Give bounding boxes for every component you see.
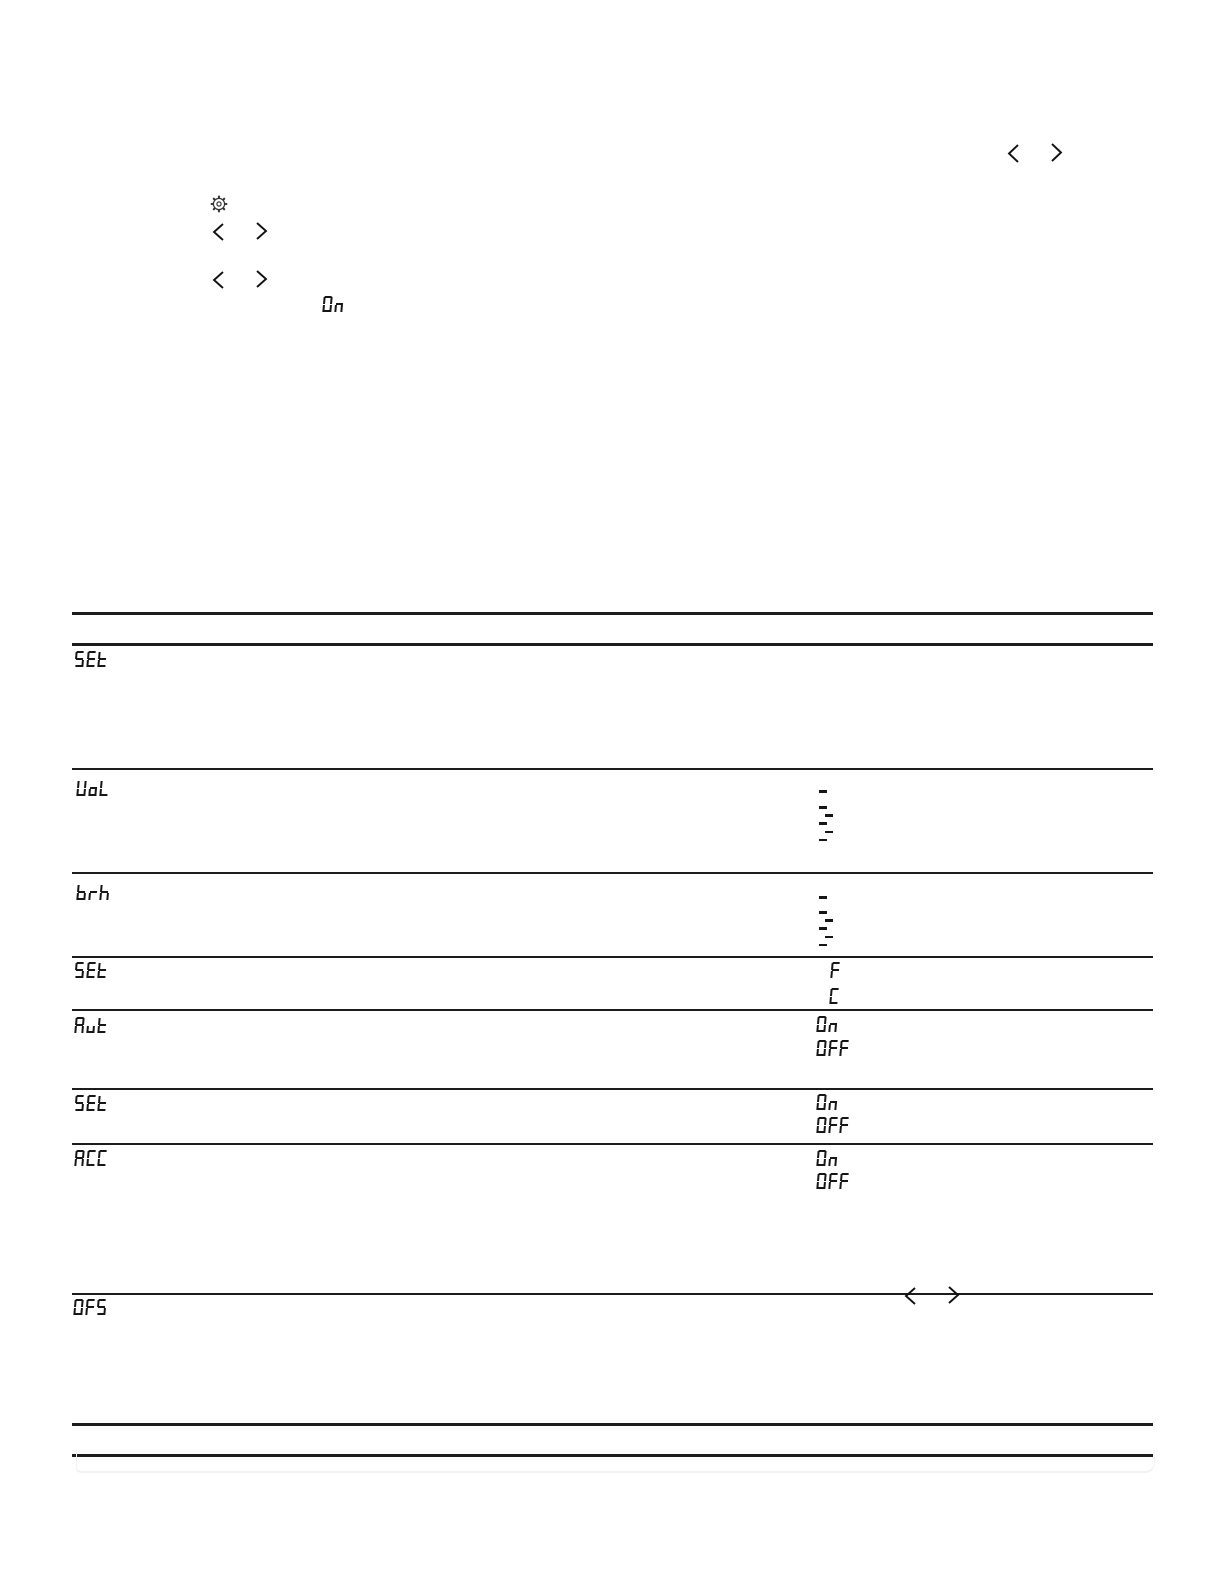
table-rule (72, 643, 1153, 646)
value-on (816, 1016, 838, 1033)
row-label-volume (76, 780, 109, 797)
row-label-set (74, 651, 107, 668)
volume-level-bar-stack (819, 806, 835, 850)
chevron-left-icon (903, 1286, 918, 1310)
value-celsius (829, 988, 839, 1005)
chevron-right-icon (946, 1285, 961, 1309)
chevron-left-icon (211, 222, 226, 246)
chevron-right-icon (1049, 142, 1064, 167)
volume-level-single-bar (819, 790, 827, 793)
brightness-level-bar-stack (819, 911, 835, 955)
chevron-right-icon (254, 221, 269, 245)
row-label-brightness (76, 884, 109, 901)
table-rule (72, 612, 1153, 615)
chevron-left-icon (1006, 143, 1021, 168)
row-label-set2 (74, 1095, 107, 1112)
table-rule (72, 956, 1153, 958)
table-rule (72, 872, 1153, 874)
value-off (816, 1117, 849, 1134)
gear-icon (210, 195, 228, 217)
row-label-offset (73, 1299, 106, 1316)
table-rule (72, 1009, 1153, 1011)
faint-box-outline (76, 1450, 1155, 1473)
value-off (816, 1040, 849, 1057)
brightness-level-single-bar (819, 896, 827, 899)
table-rule (72, 768, 1153, 770)
table-rule (72, 1088, 1153, 1090)
value-on (816, 1094, 838, 1111)
display-value-on (322, 296, 344, 313)
row-label-acc (74, 1150, 107, 1167)
table-rule (72, 1423, 1153, 1426)
table-rule (72, 1293, 1153, 1295)
value-off (816, 1173, 849, 1190)
chevron-left-icon (211, 270, 226, 294)
value-fahrenheit (830, 962, 840, 979)
value-on (816, 1150, 838, 1167)
table-rule (72, 1143, 1153, 1145)
chevron-right-icon (254, 269, 269, 293)
row-label-auto (74, 1017, 107, 1034)
row-label-temp-unit (74, 962, 107, 979)
